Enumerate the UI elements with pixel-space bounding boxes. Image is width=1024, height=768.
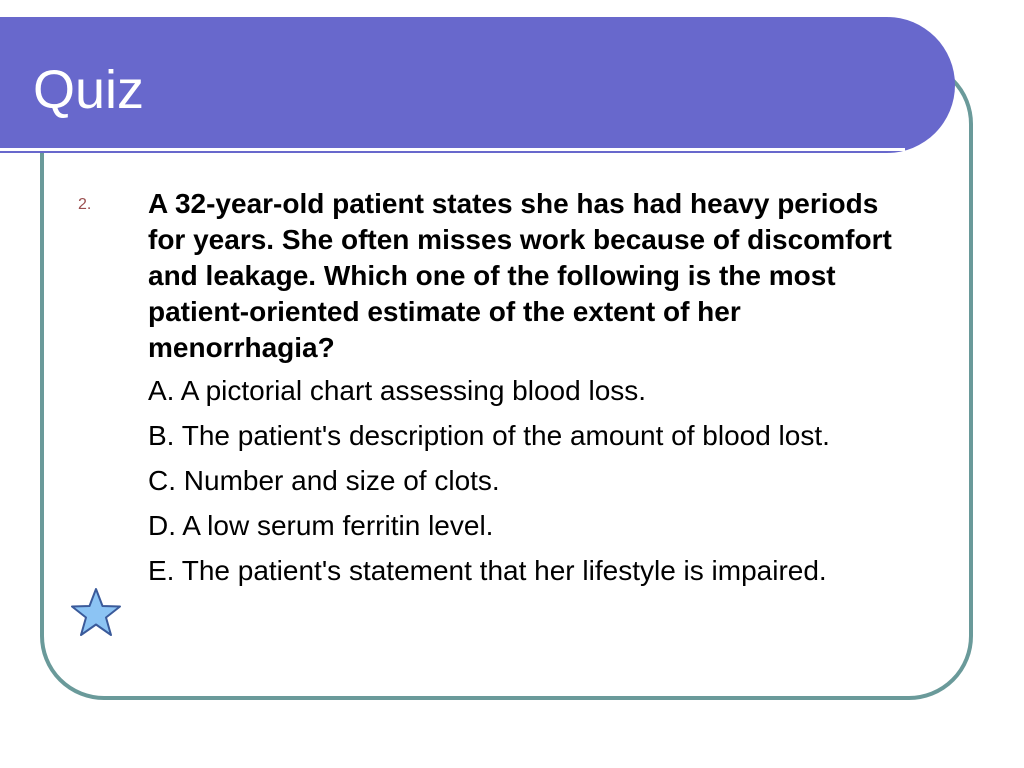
slide-title: Quiz <box>33 60 145 120</box>
slide-content <box>78 186 918 589</box>
option-e: E. The patient's statement that her lifestyle is impaired. <box>148 555 827 586</box>
title-bar <box>0 17 955 153</box>
option-d: D. A low serum ferritin level. <box>148 510 494 541</box>
option-a: A. A pictorial chart assessing blood loss. <box>148 375 647 406</box>
option-c: C. Number and size of clots. <box>148 465 500 496</box>
question-text: A 32-year-old patient states she has had heavy periods for years. She often misses work because of discomfort and leakage. Which one of the following is the most patient-oriented estimate of the extent of her menorrhagia? <box>148 188 892 363</box>
title-underline <box>0 148 905 151</box>
question <box>78 186 918 366</box>
question-number: 2. <box>78 196 92 213</box>
star-icon <box>70 587 122 639</box>
option-b: B. The patient's description of the amount of blood lost. <box>148 420 830 451</box>
